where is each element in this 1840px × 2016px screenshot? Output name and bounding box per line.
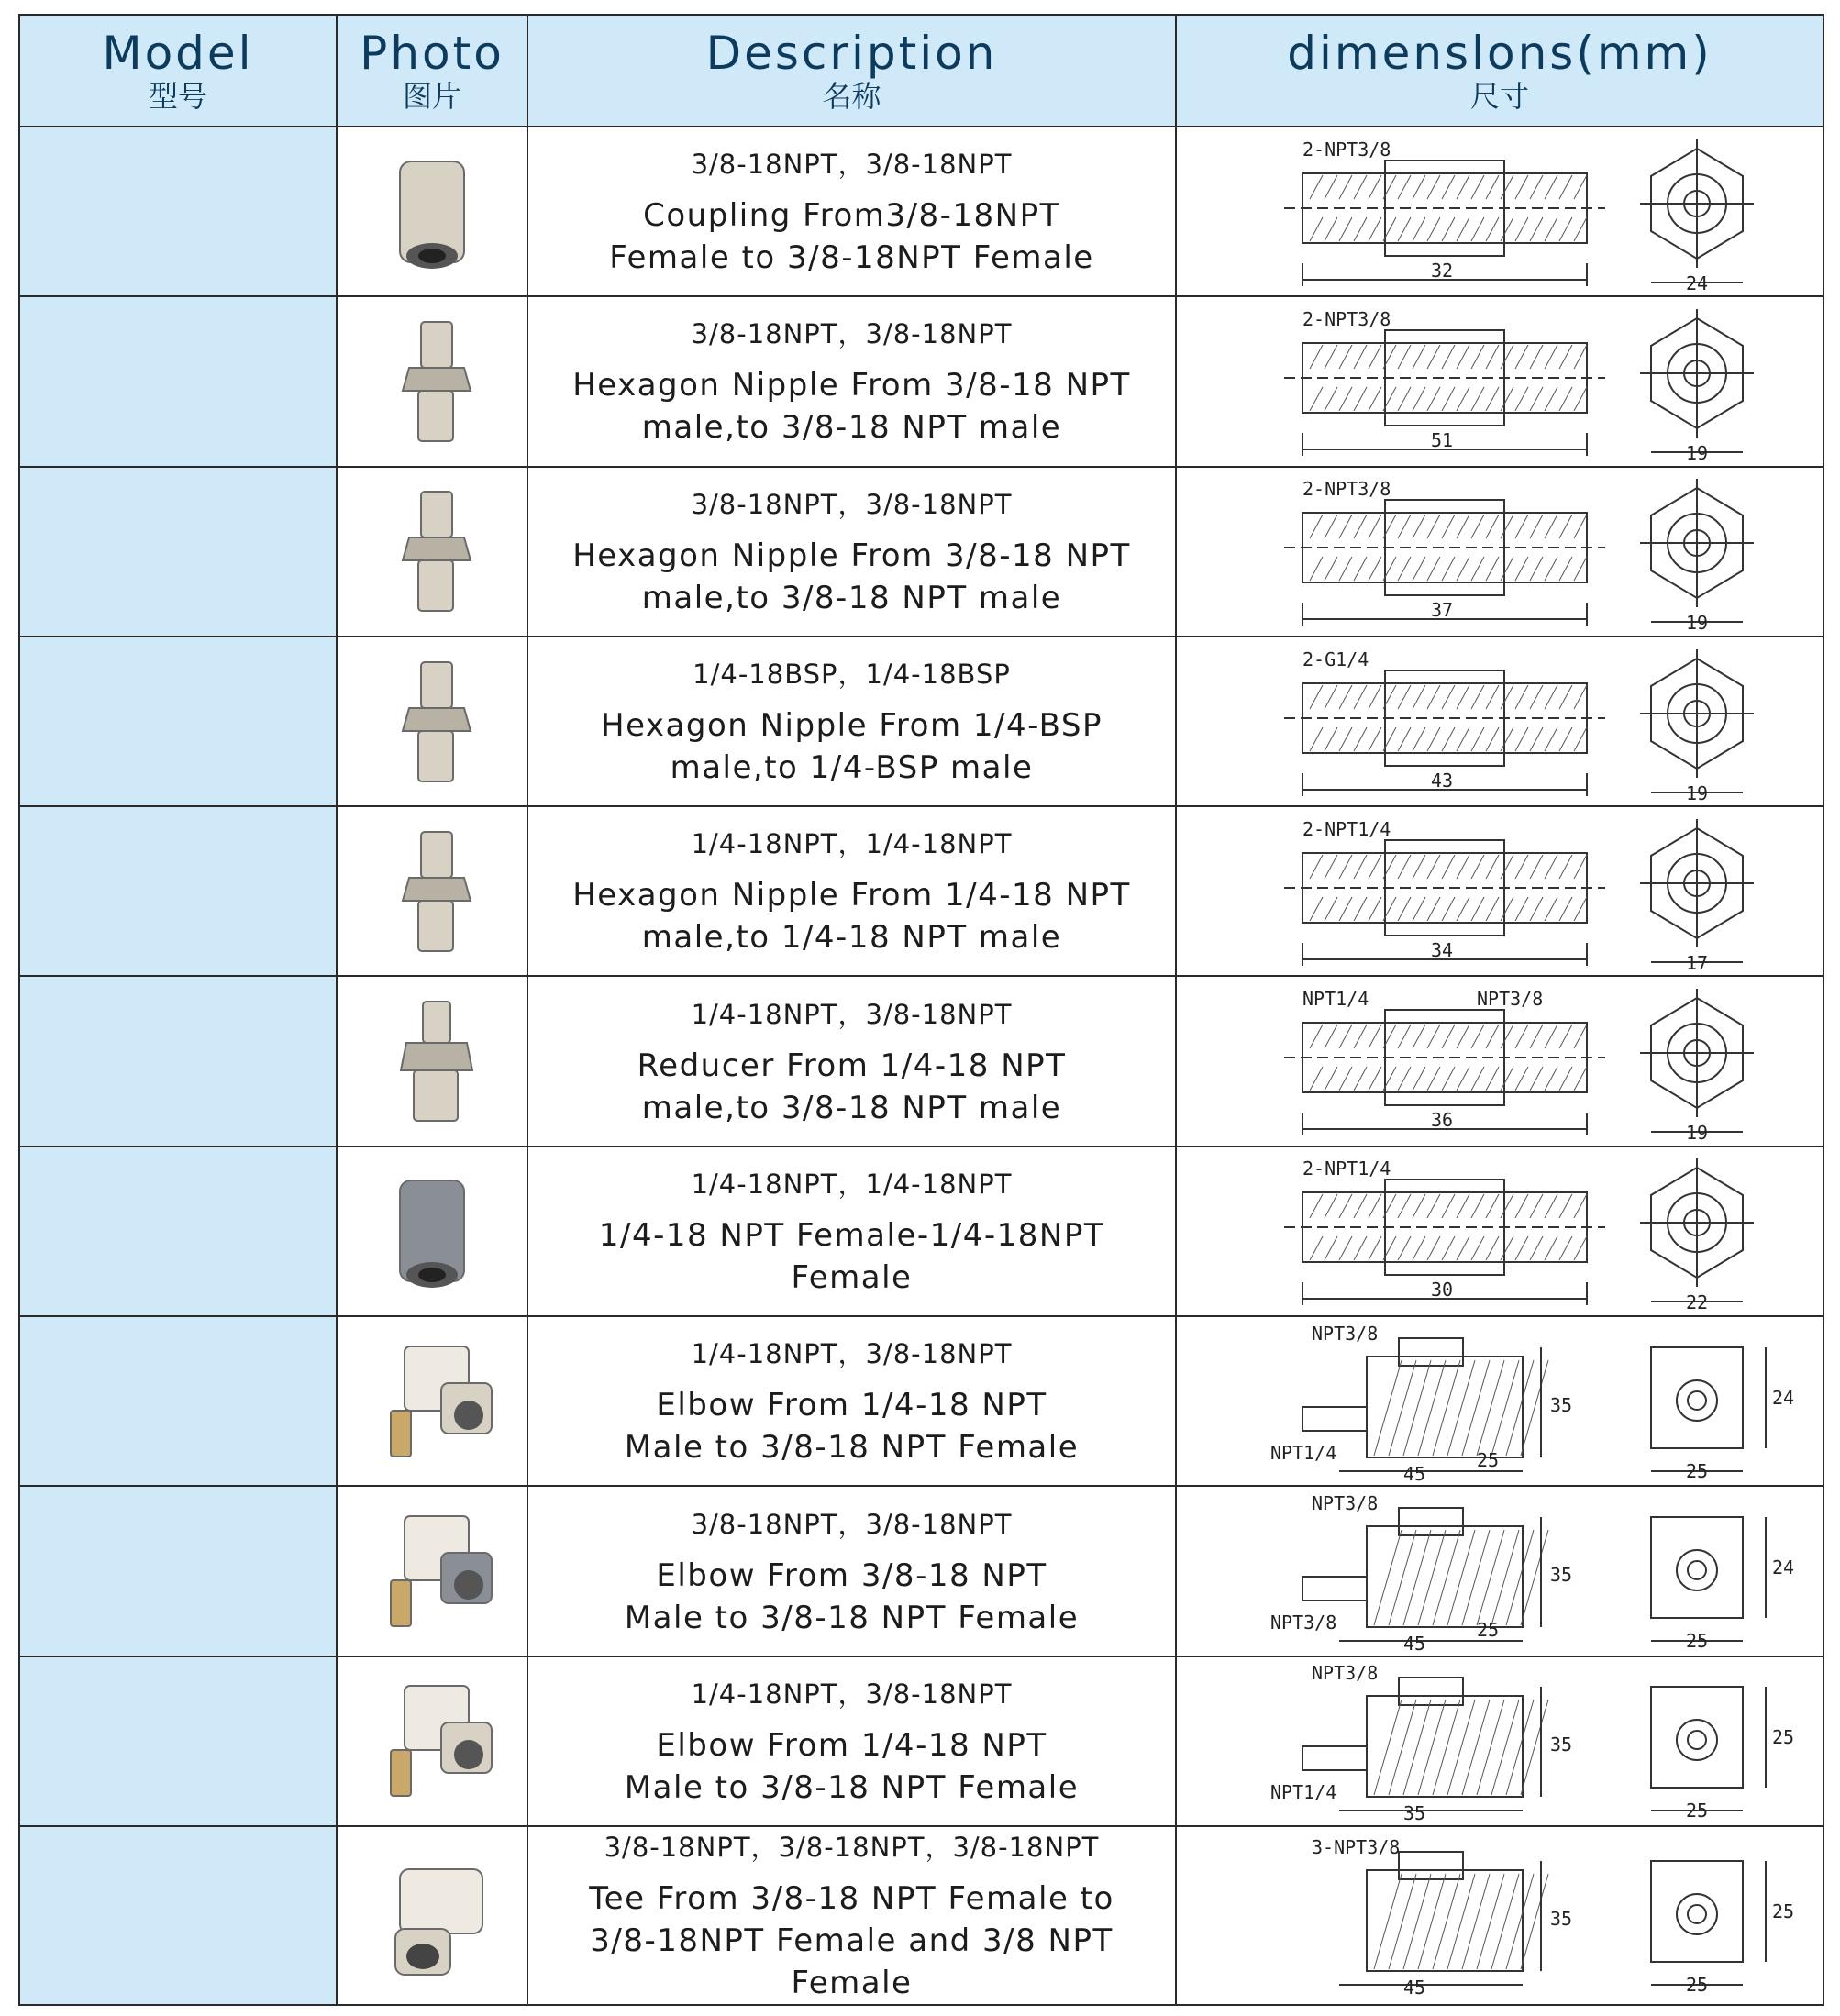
table-row: [19, 467, 1823, 637]
dim-length: 36: [1431, 1109, 1454, 1132]
dim-hex: 19: [1686, 781, 1709, 803]
dim-label: 2-NPT1/4: [1302, 817, 1391, 840]
photo-cell: [337, 976, 527, 1146]
dimensions-cell: [1176, 1826, 1823, 2005]
dimensions-cell: [1176, 1656, 1823, 1826]
description-cell: [527, 1316, 1176, 1486]
dim-label-secondary: NPT1/4: [1270, 1441, 1337, 1464]
description-cell: [527, 296, 1176, 466]
product-name-line1: Hexagon Nipple From 3/8-18 NPT: [572, 367, 1131, 404]
dim-height: 35: [1550, 1908, 1573, 1931]
product-name-line1: 1/4-18 NPT Female-1/4-18NPT: [598, 1216, 1105, 1254]
product-name-line1: Hexagon Nipple From 1/4-18 NPT: [572, 877, 1131, 914]
description-cell: [527, 127, 1176, 296]
dimension-drawing: [1183, 810, 1816, 973]
dim-side: 25: [1772, 1900, 1795, 1923]
photo-cell: [337, 127, 527, 296]
table-row: [19, 1826, 1823, 2005]
dimensions-cell: [1176, 1146, 1823, 1316]
model-cell: [19, 127, 337, 296]
dim-hex: 24: [1686, 271, 1709, 294]
model-cell: [19, 296, 337, 466]
product-name-line1: Tee From 3/8-18 NPT Female to: [589, 1879, 1114, 1917]
hex-nipple-photo-icon: [338, 308, 527, 455]
thread-spec: 1/4-18NPT，3/8-18NPT: [691, 1338, 1013, 1370]
photo-cell: [337, 467, 527, 637]
dim-label: 3-NPT3/8: [1312, 1836, 1401, 1859]
reducer-photo-icon: [338, 988, 527, 1135]
dimension-drawing: [1183, 640, 1816, 803]
model-cell: [19, 1656, 337, 1826]
photo-cell: [337, 1486, 527, 1656]
dimensions-cell: [1176, 467, 1823, 637]
hex-nipple-photo-icon: [338, 478, 527, 625]
dim-bottom: 25: [1686, 1800, 1709, 1822]
product-name-line2: male,to 1/4-BSP male: [670, 749, 1034, 787]
dimension-drawing: [1183, 470, 1816, 633]
table-row: [19, 296, 1823, 466]
photo-cell: [337, 1826, 527, 2005]
table-row: [19, 127, 1823, 296]
dim-label: 2-NPT3/8: [1302, 307, 1391, 330]
dimension-drawing: [1183, 1490, 1816, 1653]
description-cell: [527, 1486, 1176, 1656]
coupling-photo-icon: [338, 138, 527, 285]
dim-length: 34: [1431, 938, 1454, 961]
dimensions-cell: [1176, 1316, 1823, 1486]
elbow-photo-icon: [338, 1667, 527, 1814]
dim-hex: 19: [1686, 1122, 1709, 1144]
dim-length: 32: [1431, 259, 1454, 282]
product-name-line1: Reducer From 1/4-18 NPT: [637, 1047, 1067, 1084]
dimensions-cell: [1176, 806, 1823, 976]
photo-cell: [337, 1316, 527, 1486]
thread-spec: 1/4-18NPT，1/4-18NPT: [691, 1168, 1013, 1200]
fittings-table: [18, 14, 1824, 2006]
dim-label-secondary: NPT3/8: [1477, 988, 1544, 1011]
description-cell: [527, 1146, 1176, 1316]
model-cell: [19, 1146, 337, 1316]
product-name-line2: 3/8-18NPT Female and 3/8 NPT Female: [590, 1922, 1114, 2001]
model-cell: [19, 1826, 337, 2005]
dim-length: 51: [1431, 428, 1454, 451]
table-row: [19, 1486, 1823, 1656]
product-name-line2: Female to 3/8-18NPT Female: [609, 239, 1094, 277]
model-cell: [19, 1486, 337, 1656]
dim-hex: 22: [1686, 1291, 1709, 1313]
table-row: [19, 806, 1823, 976]
thread-spec: 1/4-18BSP，1/4-18BSP: [693, 659, 1011, 691]
product-name-line1: Elbow From 3/8-18 NPT: [656, 1556, 1047, 1594]
model-cell: [19, 1316, 337, 1486]
dim-hex: 19: [1686, 441, 1709, 463]
thread-spec: 1/4-18NPT，3/8-18NPT: [691, 998, 1013, 1030]
photo-cell: [337, 296, 527, 466]
dim-length: 45: [1403, 1977, 1426, 1998]
description-cell: [527, 467, 1176, 637]
product-name-line2: male,to 3/8-18 NPT male: [641, 1089, 1062, 1126]
dimensions-cell: [1176, 976, 1823, 1146]
dim-bottom: 25: [1686, 1630, 1709, 1653]
tee-photo-icon: [338, 1842, 527, 1988]
dim-label: NPT3/8: [1312, 1492, 1379, 1515]
description-cell: [527, 1656, 1176, 1826]
dim-label: 2-G1/4: [1302, 648, 1369, 670]
header-model: Model 型号: [19, 15, 337, 127]
dimension-drawing: [1183, 1320, 1816, 1483]
dim-length: 45: [1403, 1462, 1426, 1483]
dim-length: 35: [1403, 1802, 1426, 1823]
dim-height: 35: [1550, 1734, 1573, 1756]
dim-width: 25: [1477, 1448, 1500, 1471]
photo-cell: [337, 637, 527, 806]
dim-label-secondary: NPT3/8: [1270, 1612, 1337, 1634]
dim-label: 2-NPT1/4: [1302, 1158, 1391, 1180]
dimension-drawing: [1183, 1833, 1816, 1997]
product-name-line2: Male to 3/8-18 NPT Female: [624, 1429, 1080, 1467]
header-row: [19, 15, 1823, 127]
dim-side: 24: [1772, 1386, 1795, 1409]
dim-side: 25: [1772, 1726, 1795, 1749]
dim-hex: 19: [1686, 612, 1709, 634]
model-cell: [19, 976, 337, 1146]
thread-spec: 3/8-18NPT，3/8-18NPT: [691, 149, 1013, 181]
thread-spec: 3/8-18NPT，3/8-18NPT: [691, 318, 1013, 350]
dim-hex: 17: [1686, 951, 1709, 973]
table-row: [19, 1316, 1823, 1486]
product-name-line1: Elbow From 1/4-18 NPT: [656, 1387, 1047, 1424]
description-cell: [527, 976, 1176, 1146]
dimension-drawing: [1183, 1659, 1816, 1822]
model-cell: [19, 467, 337, 637]
thread-spec: 3/8-18NPT，3/8-18NPT: [691, 1508, 1013, 1540]
dimensions-cell: [1176, 637, 1823, 806]
hex-nipple-photo-icon: [338, 818, 527, 965]
dim-height: 35: [1550, 1393, 1573, 1416]
table-row: [19, 976, 1823, 1146]
thread-spec: 3/8-18NPT，3/8-18NPT，3/8-18NPT: [604, 1831, 1100, 1863]
dimension-drawing: [1183, 1149, 1816, 1313]
dim-label: NPT1/4: [1302, 988, 1369, 1011]
description-cell: [527, 1826, 1176, 2005]
coupling-photo-icon: [338, 1158, 527, 1304]
product-name-line1: Coupling From3/8-18NPT: [643, 197, 1060, 235]
product-name-line1: Hexagon Nipple From 3/8-18 NPT: [572, 537, 1131, 574]
product-name-line2: Male to 3/8-18 NPT Female: [624, 1768, 1080, 1806]
dimension-drawing: [1183, 300, 1816, 463]
dim-label: 2-NPT3/8: [1302, 478, 1391, 501]
table-row: [19, 637, 1823, 806]
product-name-line2: male,to 3/8-18 NPT male: [641, 579, 1062, 616]
dim-label: NPT3/8: [1312, 1662, 1379, 1685]
elbow-photo-icon: [338, 1328, 527, 1475]
product-name-line2: male,to 1/4-18 NPT male: [641, 919, 1062, 957]
photo-cell: [337, 1146, 527, 1316]
thread-spec: 1/4-18NPT，3/8-18NPT: [691, 1678, 1013, 1710]
dimensions-cell: [1176, 127, 1823, 296]
dim-length: 45: [1403, 1633, 1426, 1654]
dimensions-cell: [1176, 1486, 1823, 1656]
thread-spec: 3/8-18NPT，3/8-18NPT: [691, 488, 1013, 520]
photo-cell: [337, 1656, 527, 1826]
thread-spec: 1/4-18NPT，1/4-18NPT: [691, 828, 1013, 860]
dim-side: 24: [1772, 1556, 1795, 1579]
header-dimensions: dimenslons(mm) 尺寸: [1176, 15, 1823, 127]
dim-bottom: 25: [1686, 1459, 1709, 1482]
dim-length: 30: [1431, 1279, 1454, 1302]
dim-height: 35: [1550, 1564, 1573, 1587]
product-name-line1: Hexagon Nipple From 1/4-BSP: [601, 707, 1103, 745]
dim-label: NPT3/8: [1312, 1322, 1379, 1345]
dim-length: 37: [1431, 599, 1454, 622]
dim-bottom: 25: [1686, 1974, 1709, 1997]
table-row: [19, 1146, 1823, 1316]
header-description: Description 名称: [527, 15, 1176, 127]
dim-label: 2-NPT3/8: [1302, 138, 1391, 161]
dimensions-cell: [1176, 296, 1823, 466]
dim-length: 43: [1431, 769, 1454, 792]
model-cell: [19, 806, 337, 976]
hex-nipple-photo-icon: [338, 648, 527, 795]
product-name-line1: Elbow From 1/4-18 NPT: [656, 1726, 1047, 1764]
dimension-drawing: [1183, 980, 1816, 1143]
model-cell: [19, 637, 337, 806]
dimension-drawing: [1183, 130, 1816, 294]
dim-width: 25: [1477, 1619, 1500, 1642]
elbow-photo-icon: [338, 1498, 527, 1645]
dim-label-secondary: NPT1/4: [1270, 1781, 1337, 1804]
photo-cell: [337, 806, 527, 976]
table-row: [19, 1656, 1823, 1826]
description-cell: [527, 637, 1176, 806]
product-name-line2: Male to 3/8-18 NPT Female: [624, 1599, 1080, 1636]
product-name-line2: male,to 3/8-18 NPT male: [641, 409, 1062, 447]
product-name-line2: Female: [791, 1258, 913, 1296]
description-cell: [527, 806, 1176, 976]
header-photo: Photo 图片: [337, 15, 527, 127]
